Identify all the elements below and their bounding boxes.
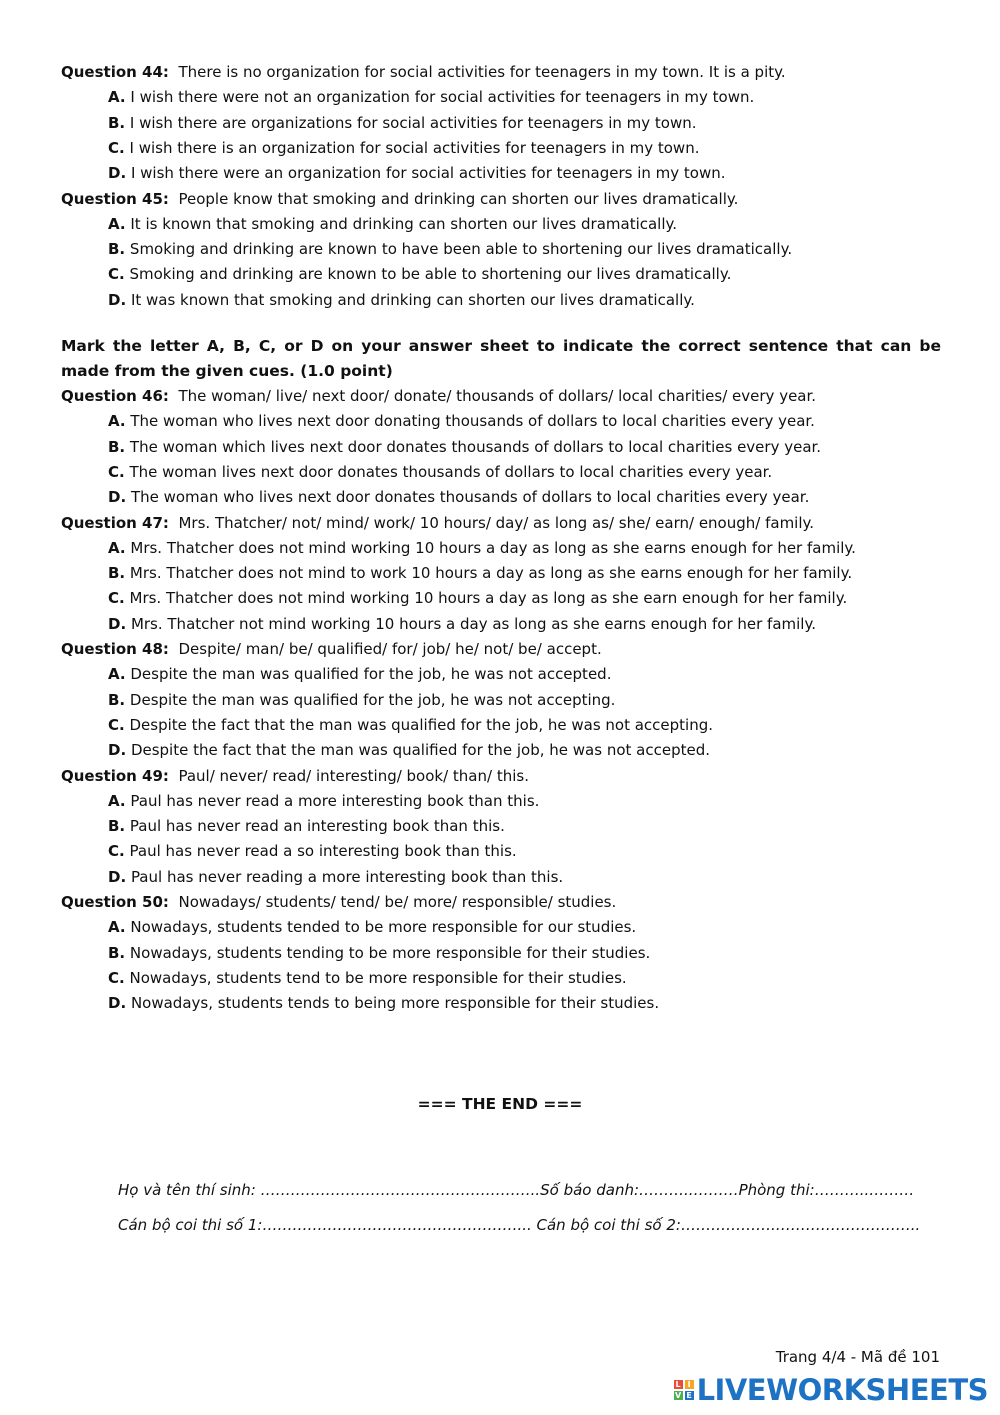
option-letter: D. bbox=[108, 614, 127, 633]
option-text: Nowadays, students tended to be more responsible for our studies. bbox=[130, 918, 637, 937]
option-text: Mrs. Thatcher not mind working 10 hours a day as long as she earns enough for her family. bbox=[130, 614, 816, 633]
question-stem bbox=[0, 638, 1000, 660]
option-text: The woman who lives next door donates thousands of dollars to local charities every year. bbox=[130, 488, 810, 507]
option-letter: B. bbox=[108, 943, 126, 962]
option-text: I wish there are organizations for social activities for teenagers in my town. bbox=[129, 113, 697, 132]
answer-option[interactable] bbox=[0, 840, 1000, 862]
option-text: I wish there is an organization for social activities for teenagers in my town. bbox=[129, 138, 700, 157]
answer-option[interactable] bbox=[0, 86, 1000, 108]
option-text: Despite the man was qualified for the job, he was not accepting. bbox=[129, 690, 616, 709]
supervisor-info-line: Cán bộ coi thi số 1:……………………………………………... Cán bộ coi thi số 2:……………….……………………….. bbox=[118, 1216, 921, 1234]
option-letter: C. bbox=[108, 265, 125, 284]
answer-option[interactable] bbox=[0, 689, 1000, 711]
logo-icon-letter: E bbox=[686, 1391, 692, 1400]
answer-option[interactable] bbox=[0, 992, 1000, 1014]
question-stem bbox=[0, 891, 1000, 913]
answer-option[interactable] bbox=[0, 289, 1000, 311]
option-text: The woman lives next door donates thousands of dollars to local charities every year. bbox=[129, 462, 773, 481]
option-text: Despite the fact that the man was qualified for the job, he was not accepted. bbox=[130, 741, 711, 760]
answer-option[interactable] bbox=[0, 739, 1000, 761]
question-stem bbox=[0, 765, 1000, 787]
option-letter: A. bbox=[108, 665, 126, 684]
answer-option[interactable] bbox=[0, 410, 1000, 432]
question-text: The woman/ live/ next door/ donate/ thousands of dollars/ local charities/ every year. bbox=[178, 387, 817, 405]
answer-option[interactable] bbox=[0, 916, 1000, 938]
question-text: Despite/ man/ be/ qualified/ for/ job/ he/ not/ be/ accept. bbox=[178, 640, 602, 658]
option-text: I wish there were not an organization for social activities for teenagers in my town. bbox=[130, 88, 755, 107]
option-letter: C. bbox=[108, 138, 125, 157]
answer-option[interactable] bbox=[0, 613, 1000, 635]
logo-wordmark: LIVEWORKSHEETS bbox=[696, 1373, 988, 1407]
the-end-heading: === THE END === bbox=[417, 1095, 583, 1113]
option-text: Mrs. Thatcher does not mind to work 10 hours a day as long as she earns enough for her family. bbox=[129, 564, 853, 583]
option-letter: B. bbox=[108, 690, 126, 709]
option-text: Nowadays, students tends to being more responsible for their studies. bbox=[130, 994, 660, 1013]
option-letter: C. bbox=[108, 968, 125, 987]
question-text: Mrs. Thatcher/ not/ mind/ work/ 10 hours/ day/ as long as/ she/ earn/ enough/ family. bbox=[178, 513, 815, 532]
option-letter: B. bbox=[108, 817, 126, 836]
question-number: Question 47: bbox=[61, 513, 169, 532]
answer-option[interactable] bbox=[0, 112, 1000, 134]
option-letter: B. bbox=[108, 113, 126, 132]
answer-option[interactable] bbox=[0, 486, 1000, 508]
answer-option[interactable] bbox=[0, 866, 1000, 888]
answer-option[interactable] bbox=[0, 790, 1000, 812]
option-letter: A. bbox=[108, 412, 126, 431]
option-letter: A. bbox=[108, 791, 126, 810]
option-text: Despite the fact that the man was qualified for the job, he was not accepting. bbox=[129, 715, 714, 734]
option-letter: D. bbox=[108, 488, 127, 507]
answer-option[interactable] bbox=[0, 815, 1000, 837]
option-letter: C. bbox=[108, 715, 125, 734]
option-text: It was known that smoking and drinking can shorten our lives dramatically. bbox=[130, 290, 695, 309]
question-text: People know that smoking and drinking can shorten our lives dramatically. bbox=[178, 189, 739, 208]
question-number: Question 44: bbox=[61, 63, 169, 81]
option-letter: D. bbox=[108, 164, 127, 183]
option-letter: B. bbox=[108, 240, 126, 259]
option-letter: D. bbox=[108, 994, 127, 1013]
option-letter: C. bbox=[108, 842, 125, 861]
option-text: Paul has never read an interesting book than this. bbox=[129, 817, 505, 836]
page-footer: Trang 4/4 - Mã đề 101 bbox=[775, 1348, 940, 1366]
answer-option[interactable] bbox=[0, 213, 1000, 235]
answer-option[interactable] bbox=[0, 942, 1000, 964]
logo-icon-letter: I bbox=[685, 1380, 694, 1389]
question-stem bbox=[0, 188, 1000, 210]
section-instruction: Mark the letter A, B, C, or D on your answer sheet to indicate the correct sentence that can be made from the given cues. (1.0 point) bbox=[61, 337, 941, 380]
option-text: Smoking and drinking are known to be able to shortening our lives dramatically. bbox=[129, 265, 732, 284]
option-text: Paul has never reading a more interesting book than this. bbox=[130, 867, 564, 886]
liveworksheets-logo-icon bbox=[674, 1380, 694, 1400]
option-text: Smoking and drinking are known to have been able to shortening our lives dramatically. bbox=[129, 240, 793, 259]
candidate-info-line: Họ và tên thí sinh: ………………………………………………..Số báo danh:………..………Phòng thi:………..……… bbox=[118, 1181, 915, 1199]
answer-option[interactable] bbox=[0, 436, 1000, 458]
answer-option[interactable] bbox=[0, 663, 1000, 685]
option-text: Paul has never read a more interesting book than this. bbox=[130, 791, 540, 810]
answer-option[interactable] bbox=[0, 562, 1000, 584]
answer-option[interactable] bbox=[0, 162, 1000, 184]
option-letter: B. bbox=[108, 437, 126, 456]
option-text: Mrs. Thatcher does not mind working 10 hours a day as long as she earns enough for her family. bbox=[130, 538, 856, 557]
answer-option[interactable] bbox=[0, 461, 1000, 483]
option-letter: A. bbox=[108, 538, 126, 557]
option-text: The woman who lives next door donating thousands of dollars to local charities every year. bbox=[130, 412, 815, 431]
option-letter: D. bbox=[108, 741, 127, 760]
answer-option[interactable] bbox=[0, 537, 1000, 559]
option-letter: A. bbox=[108, 214, 126, 233]
question-number: Question 49: bbox=[61, 766, 169, 785]
question-text: Nowadays/ students/ tend/ be/ more/ responsible/ studies. bbox=[178, 893, 617, 911]
option-text: Nowadays, students tend to be more responsible for their studies. bbox=[129, 968, 627, 987]
question-stem bbox=[0, 61, 1000, 83]
option-text: I wish there were an organization for social activities for teenagers in my town. bbox=[130, 164, 726, 183]
option-letter: C. bbox=[108, 462, 125, 481]
question-number: Question 46: bbox=[61, 387, 169, 405]
answer-option[interactable] bbox=[0, 137, 1000, 159]
question-stem bbox=[0, 512, 1000, 534]
option-letter: B. bbox=[108, 564, 126, 583]
option-text: It is known that smoking and drinking can shorten our lives dramatically. bbox=[130, 214, 678, 233]
answer-option[interactable] bbox=[0, 238, 1000, 260]
logo-icon-letter: L bbox=[675, 1380, 681, 1389]
question-stem bbox=[0, 385, 1000, 407]
logo-icon-letter: V bbox=[674, 1391, 682, 1400]
option-letter: A. bbox=[108, 918, 126, 937]
question-number: Question 48: bbox=[61, 640, 169, 658]
answer-option[interactable] bbox=[0, 587, 1000, 609]
answer-option[interactable] bbox=[0, 967, 1000, 989]
option-letter: D. bbox=[108, 290, 127, 309]
option-text: Nowadays, students tending to be more responsible for their studies. bbox=[129, 943, 651, 962]
liveworksheets-logo[interactable] bbox=[674, 1372, 988, 1408]
answer-option[interactable] bbox=[0, 714, 1000, 736]
question-text: Paul/ never/ read/ interesting/ book/ than/ this. bbox=[178, 766, 529, 785]
option-text: The woman which lives next door donates thousands of dollars to local charities every year. bbox=[129, 437, 822, 456]
question-number: Question 50: bbox=[61, 893, 169, 911]
option-letter: D. bbox=[108, 867, 127, 886]
answer-option[interactable] bbox=[0, 263, 1000, 285]
option-letter: A. bbox=[108, 88, 126, 107]
option-text: Mrs. Thatcher does not mind working 10 hours a day as long as she earn enough for her family. bbox=[129, 589, 848, 608]
option-text: Despite the man was qualified for the job, he was not accepted. bbox=[130, 665, 612, 684]
option-text: Paul has never read a so interesting book than this. bbox=[129, 842, 517, 861]
option-letter: C. bbox=[108, 589, 125, 608]
question-number: Question 45: bbox=[61, 189, 169, 208]
question-text: There is no organization for social activities for teenagers in my town. It is a pity. bbox=[178, 63, 786, 81]
